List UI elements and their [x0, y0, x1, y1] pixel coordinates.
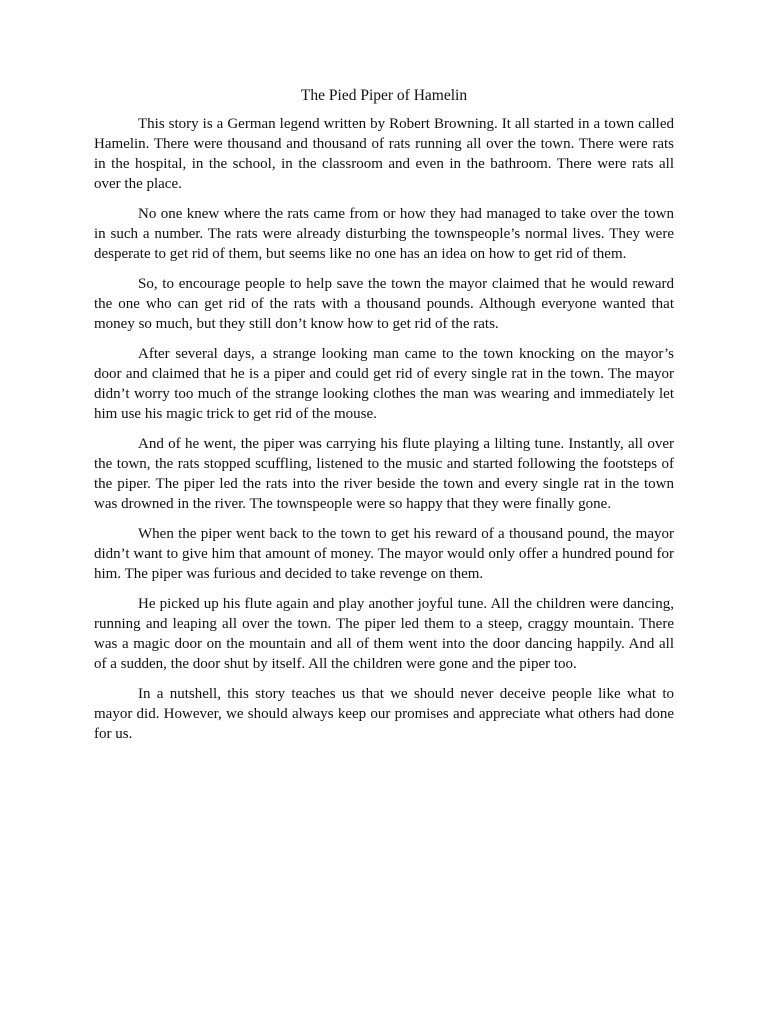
paragraph-7: He picked up his flute again and play another joyful tune. All the children were dancing, running and leaping all over the town. The piper led them to a steep, craggy mountain. There was a magic door on the mountain and all of them went into the door dancing happily. And all of a sudden, the door shut by itself. All the children were gone and the piper too. — [94, 596, 674, 672]
paragraph-1: This story is a German legend written by Robert Browning. It all started in a town called Hamelin. There were thousand and thousand of rats running all over the town. There were rats in the hospital, in the school, in the classroom and even in the bathroom. There were rats all over the place. — [94, 116, 674, 192]
paragraph-8: In a nutshell, this story teaches us that we should never deceive people like what to mayor did. However, we should always keep our promises and appreciate what others had done for us. — [94, 686, 674, 742]
document-title: The Pied Piper of Hamelin — [300, 87, 468, 104]
paragraph-3: So, to encourage people to help save the town the mayor claimed that he would reward the one who can get rid of the rats with a thousand pounds. Although everyone wanted that money so much, but they still don’t know how to get rid of the rats. — [94, 276, 674, 332]
paragraph-6: When the piper went back to the town to get his reward of a thousand pound, the mayor didn’t want to give him that amount of money. The mayor would only offer a hundred pound for him. The piper was furious and decided to take revenge on them. — [94, 526, 674, 582]
paragraph-4: After several days, a strange looking man came to the town knocking on the mayor’s door and claimed that he is a piper and could get rid of every single rat in the town. The mayor didn’t worry too much of the strange looking clothes the man was wearing and immediately let him use his magic trick to get rid of the mouse. — [94, 346, 674, 422]
paragraph-5: And of he went, the piper was carrying his flute playing a lilting tune. Instantly, all over the town, the rats stopped scuffling, listened to the music and started following the footsteps of the piper. The piper led the rats into the river beside the town and every single rat in the town was drowned in the river. The townspeople were so happy that they were finally gone. — [94, 436, 674, 512]
document-body — [94, 86, 674, 754]
paragraph-2: No one knew where the rats came from or how they had managed to take over the town in such a number. The rats were already disturbing the townspeople’s normal lives. They were desperate to get rid of them, but seems like no one has an idea on how to get rid of them. — [94, 206, 674, 262]
